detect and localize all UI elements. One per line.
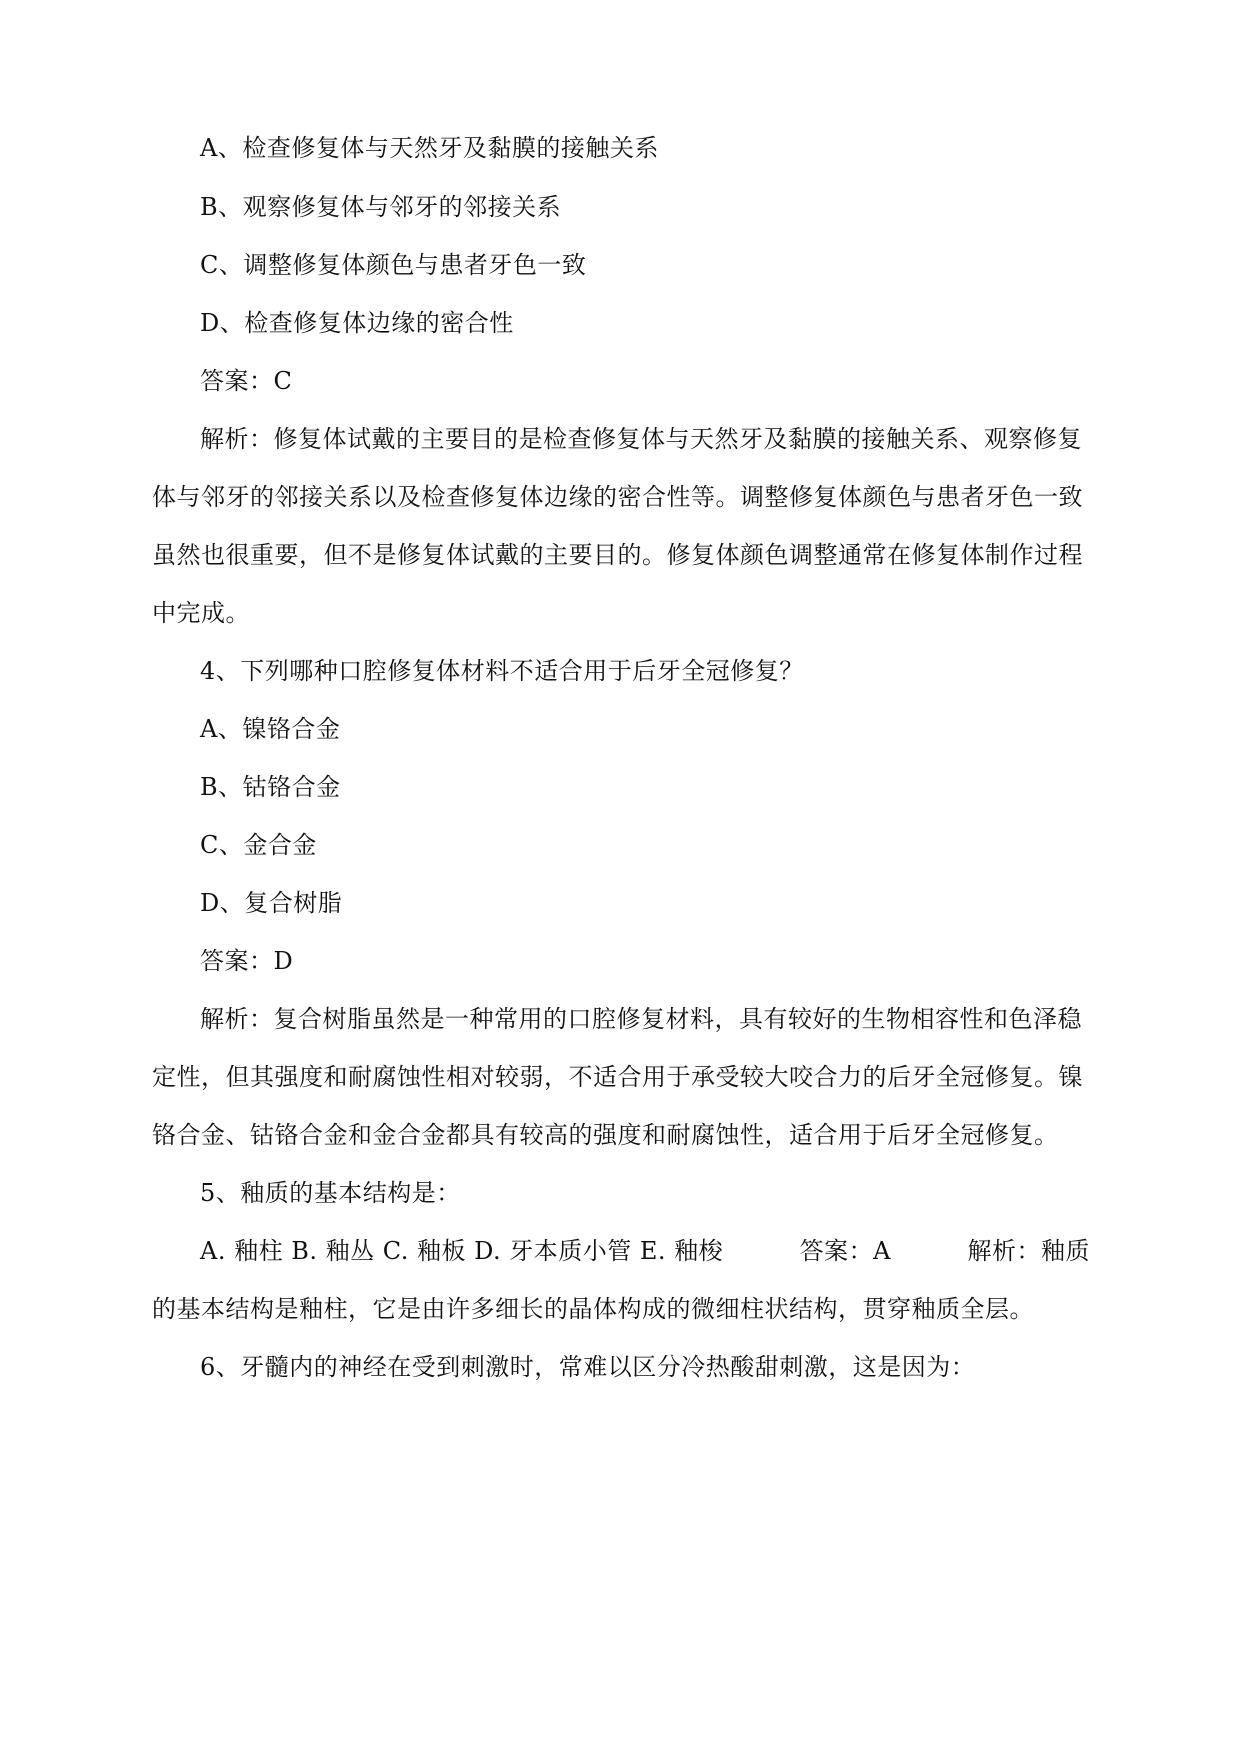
q5-options-answer-row bbox=[200, 1235, 1090, 1267]
q5-explanation-start: 解析：釉质 bbox=[967, 1237, 1090, 1265]
q3-answer: 答案：C bbox=[200, 367, 293, 395]
q5-answer: 答案：A bbox=[799, 1237, 892, 1265]
q3-explanation-line-4: 中完成。 bbox=[152, 599, 250, 627]
q5-explanation-cont: 的基本结构是釉柱，它是由许多细长的晶体构成的微细柱状结构，贯穿釉质全层。 bbox=[152, 1295, 1034, 1323]
q3-option-c: C、调整修复体颜色与患者牙色一致 bbox=[200, 251, 587, 279]
q3-option-b: B、观察修复体与邻牙的邻接关系 bbox=[200, 193, 562, 221]
q3-explanation-line-1: 解析：修复体试戴的主要目的是检查修复体与天然牙及黏膜的接触关系、观察修复 bbox=[200, 425, 1082, 453]
q4-option-b: B、钴铬合金 bbox=[200, 773, 341, 801]
q3-option-a: A、检查修复体与天然牙及黏膜的接触关系 bbox=[200, 134, 659, 162]
q3-option-d: D、检查修复体边缘的密合性 bbox=[200, 309, 514, 337]
q4-option-a: A、镍铬合金 bbox=[200, 715, 341, 743]
q4-explanation-line-2: 定性，但其强度和耐腐蚀性相对较弱，不适合用于承受较大咬合力的后牙全冠修复。镍 bbox=[152, 1063, 1083, 1091]
q6-question: 6、牙髓内的神经在受到刺激时，常难以区分冷热酸甜刺激，这是因为： bbox=[200, 1353, 976, 1381]
q4-option-d: D、复合树脂 bbox=[200, 889, 343, 917]
q3-explanation-line-2: 体与邻牙的邻接关系以及检查修复体边缘的密合性等。调整修复体颜色与患者牙色一致 bbox=[152, 483, 1083, 511]
q5-question: 5、釉质的基本结构是： bbox=[200, 1179, 461, 1207]
q4-explanation-line-3: 铬合金、钴铬合金和金合金都具有较高的强度和耐腐蚀性，适合用于后牙全冠修复。 bbox=[152, 1121, 1059, 1149]
q4-explanation-line-1: 解析：复合树脂虽然是一种常用的口腔修复材料，具有较好的生物相容性和色泽稳 bbox=[200, 1005, 1082, 1033]
q4-question: 4、下列哪种口腔修复体材料不适合用于后牙全冠修复？ bbox=[200, 657, 804, 685]
q4-option-c: C、金合金 bbox=[200, 831, 317, 859]
q3-explanation-line-3: 虽然也很重要，但不是修复体试戴的主要目的。修复体颜色调整通常在修复体制作过程 bbox=[152, 541, 1083, 569]
q5-options: A. 釉柱 B. 釉丛 C. 釉板 D. 牙本质小管 E. 釉梭 bbox=[200, 1237, 724, 1265]
q4-answer: 答案：D bbox=[200, 947, 294, 975]
